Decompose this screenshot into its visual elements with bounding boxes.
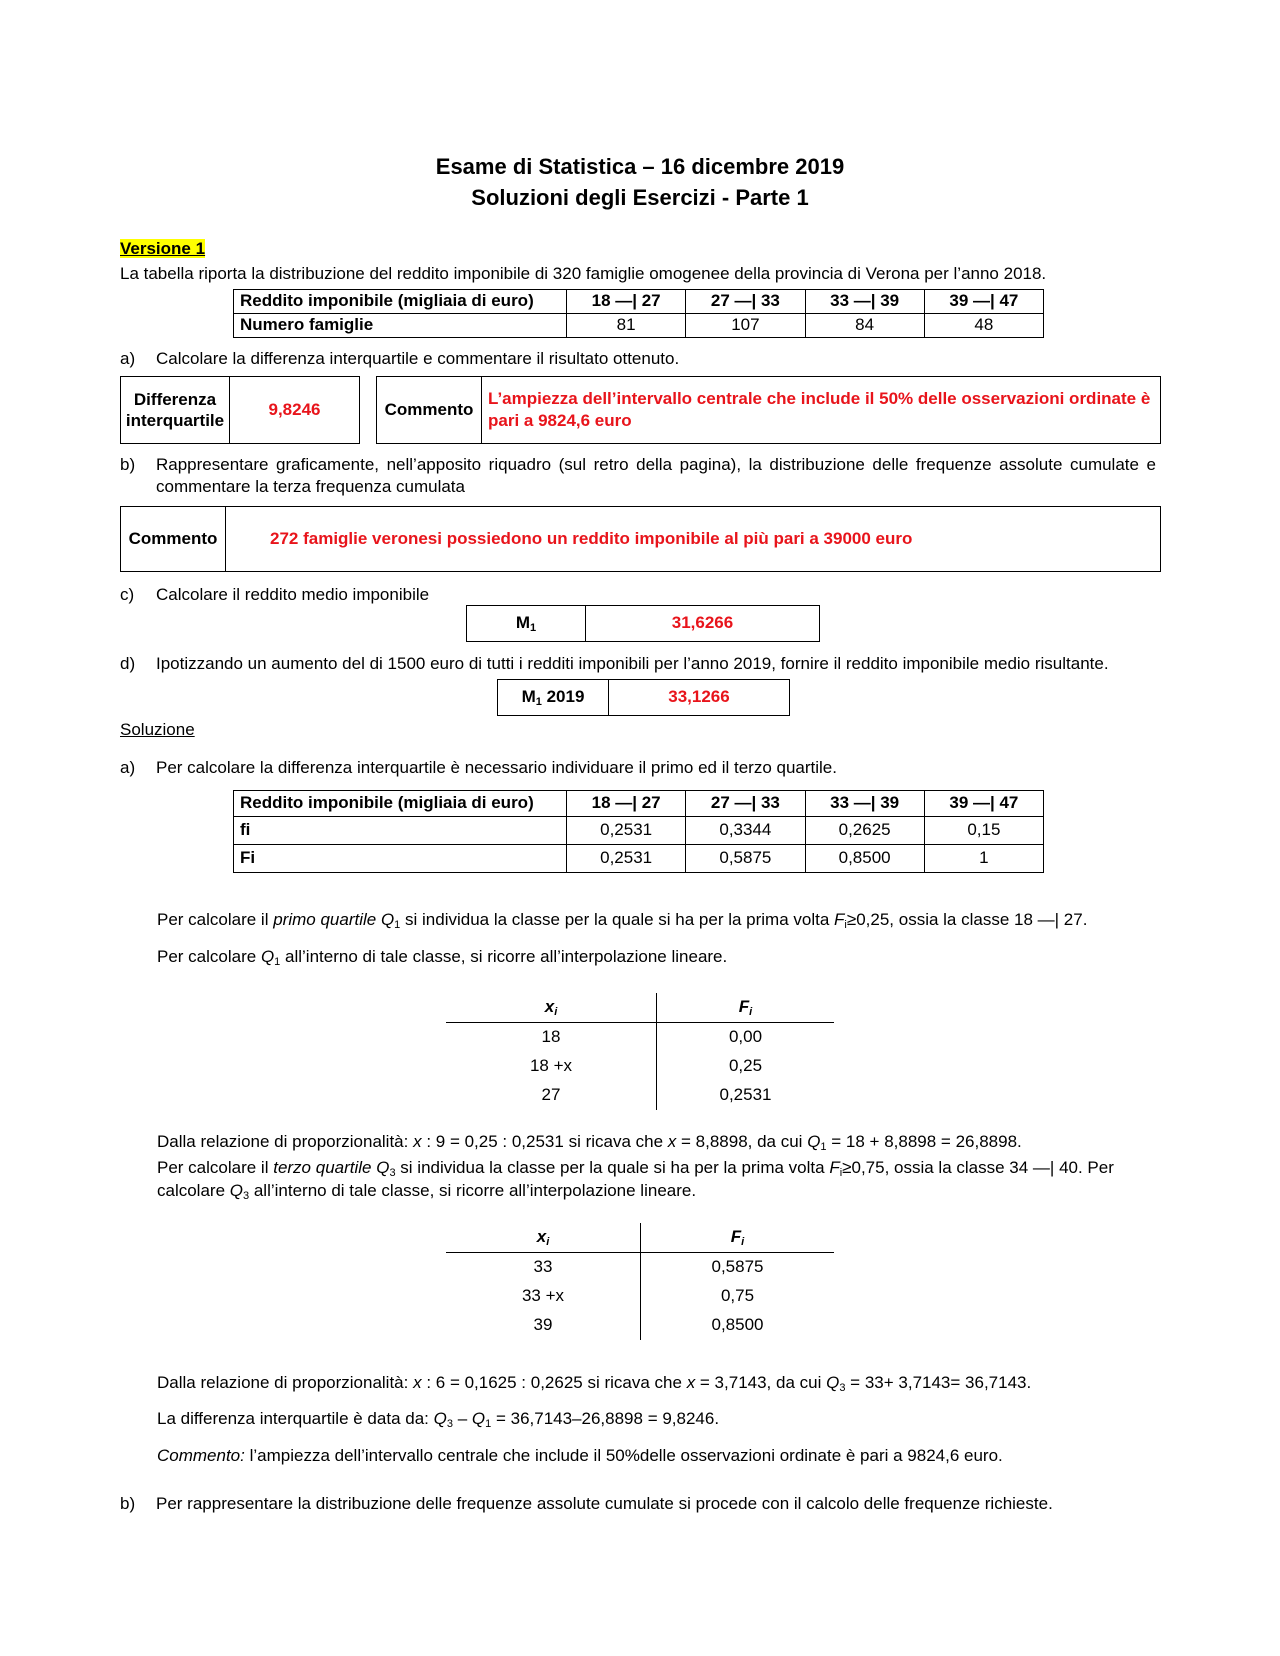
table-header-cell: 18 —| 27 bbox=[567, 791, 686, 817]
table-row bbox=[446, 1081, 834, 1110]
table-cell: 0,8500 bbox=[805, 845, 924, 873]
table-cell: 33 bbox=[446, 1253, 641, 1283]
question-a: a) Calcolare la differenza interquartile e commentare il risultato ottenuto. bbox=[120, 349, 680, 368]
table-header-cell: 18 —| 27 bbox=[567, 290, 686, 314]
table-cell: Numero famiglie bbox=[234, 314, 567, 338]
iqr-value: 9,8246 bbox=[230, 377, 360, 444]
q1-interpolation-intro: Per calcolare $Q_1$ all’interno di tale classe, si ricorre all’interpolazione lineare. bbox=[157, 947, 728, 968]
income-distribution-table bbox=[233, 289, 1044, 338]
table-row bbox=[446, 1282, 834, 1311]
table-header-cell: $F_i$ bbox=[657, 993, 835, 1023]
q1-interpolation-table bbox=[446, 993, 834, 1110]
table-row bbox=[234, 817, 1044, 845]
question-d: d) Ipotizzando un aumento del di 1500 euro di tutti i redditi imponibili per l’anno 2019, fornire il reddito imponibile medio risultante. bbox=[120, 654, 1109, 673]
q3-explanation: Per calcolare il terzo quartile $Q_3$ si individua la classe per la quale si ha per la prima volta $F_i\ge 0,75$, ossia la classe 34 —| 40. Per calcolare $Q_3$ all’interno di tale classe, si ricorre all’interpolazione lineare. bbox=[157, 1158, 1114, 1203]
table-cell: 33 +x bbox=[446, 1282, 641, 1311]
table-cell: 18 +x bbox=[446, 1052, 657, 1081]
table-header-cell: Reddito imponibile (migliaia di euro) bbox=[234, 791, 567, 817]
mean-2019-label: $M_1$ 2019 bbox=[498, 680, 609, 716]
table-header-row bbox=[446, 1223, 834, 1253]
iqr-comment-box bbox=[376, 376, 1161, 444]
table-cell: 0,75 bbox=[720, 1286, 755, 1306]
q3-interpolation-table bbox=[446, 1223, 834, 1340]
table-header-cell: $x_i$ bbox=[446, 993, 657, 1023]
table-cell: 0,5875 bbox=[686, 845, 805, 873]
table-cell: 0,2531 bbox=[567, 817, 686, 845]
table-cell: 0,25 bbox=[728, 1056, 763, 1076]
table-header-cell: $F_i$ bbox=[641, 1223, 835, 1253]
table-header-cell: 27 —| 33 bbox=[686, 791, 805, 817]
table-header-cell: 33 —| 39 bbox=[805, 791, 924, 817]
mean-2019-value: 33,1266 bbox=[609, 680, 790, 716]
table-header-row bbox=[234, 791, 1044, 817]
question-c: c) Calcolare il reddito medio imponibile bbox=[120, 585, 430, 604]
table-cell: 0,2531 bbox=[567, 845, 686, 873]
relative-frequency-table bbox=[233, 790, 1044, 873]
table-row bbox=[446, 1052, 834, 1081]
comment-text: L’ampiezza dell’intervallo centrale che include il 50% delle osservazioni ordinate è pari a 9824,6 euro bbox=[482, 377, 1161, 444]
q1-result: Dalla relazione di proporzionalità: x : 9 = 0,25 : 0,2531 si ricava che x = 8,8898, da cui $Q_1 = 18 + 8,8898 = 26,8898$. bbox=[157, 1132, 1022, 1153]
table-header-cell: 39 —| 47 bbox=[924, 290, 1043, 314]
solution-a: a) Per calcolare la differenza interquartile è necessario individuare il primo ed il terzo quartile. bbox=[120, 758, 837, 777]
table-cell: 0,8500 bbox=[711, 1315, 764, 1335]
table-cell: 84 bbox=[805, 314, 924, 338]
table-header-cell: 33 —| 39 bbox=[805, 290, 924, 314]
mean-label: $M_1$ bbox=[467, 606, 586, 642]
solution-heading: Soluzione bbox=[120, 720, 195, 739]
table-row bbox=[234, 845, 1044, 873]
comment-label: Commento bbox=[121, 507, 226, 572]
table-row bbox=[446, 1253, 834, 1283]
table-cell: 48 bbox=[924, 314, 1043, 338]
table-cell: 0,3344 bbox=[686, 817, 805, 845]
page-title: Esame di Statistica – 16 dicembre 2019 bbox=[435, 154, 845, 179]
table-cell: fi bbox=[234, 817, 567, 845]
table-row bbox=[446, 1311, 834, 1340]
table-cell: 39 bbox=[446, 1311, 641, 1340]
table-header-row bbox=[234, 290, 1044, 314]
table-header-cell: 27 —| 33 bbox=[686, 290, 805, 314]
table-row bbox=[446, 1023, 834, 1053]
question-b: b) Rappresentare graficamente, nell’apposito riquadro (sul retro della pagina), la distribuzione delle frequenze assolute cumulate e commentare la terza frequenza cumulata bbox=[120, 455, 1156, 497]
comment-label: Commento bbox=[377, 377, 482, 444]
table-cell: 18 bbox=[446, 1023, 657, 1053]
table-cell: 0,2531 bbox=[719, 1085, 772, 1105]
table-cell: 81 bbox=[567, 314, 686, 338]
table-cell: 1 bbox=[924, 845, 1043, 873]
table-header-cell: Reddito imponibile (migliaia di euro) bbox=[234, 290, 567, 314]
iqr-answer-box bbox=[120, 376, 360, 444]
iqr-comment: Commento: l’ampiezza dell’intervallo centrale che include il 50%delle osservazioni ordinate è pari a 9824,6 euro. bbox=[157, 1446, 1003, 1465]
iqr-computation: La differenza interquartile è data da: $Q_3 - Q_1 = 36,7143-26,8898 = 9,8246$. bbox=[157, 1409, 720, 1430]
intro-text: La tabella riporta la distribuzione del reddito imponibile di 320 famiglie omogenee della provincia di Verona per l’anno 2018. bbox=[120, 264, 1047, 283]
table-header-cell: 39 —| 47 bbox=[924, 791, 1043, 817]
table-cell: 0,2625 bbox=[805, 817, 924, 845]
table-cell: 0,5875 bbox=[711, 1257, 764, 1277]
mean-2019-box bbox=[497, 679, 790, 716]
q3-result: Dalla relazione di proporzionalità: x : 6 = 0,1625 : 0,2625 si ricava che x = 3,7143, da cui $Q_3 = 33+ 3,7143= 36,7143$. bbox=[157, 1373, 1032, 1394]
comment-text: 272 famiglie veronesi possiedono un reddito imponibile al più pari a 39000 euro bbox=[226, 507, 1161, 572]
version-label: Versione 1 bbox=[120, 239, 206, 258]
table-header-cell: $x_i$ bbox=[446, 1223, 641, 1253]
page-subtitle: Soluzioni degli Esercizi - Parte 1 bbox=[471, 185, 809, 210]
table-cell: Fi bbox=[234, 845, 567, 873]
table-header-row bbox=[446, 993, 834, 1023]
mean-value: 31,6266 bbox=[586, 606, 820, 642]
table-cell: 27 bbox=[446, 1081, 657, 1110]
table-cell: 0,00 bbox=[728, 1027, 763, 1047]
table-cell: 107 bbox=[686, 314, 805, 338]
table-row bbox=[234, 314, 1044, 338]
table-cell: 0,15 bbox=[924, 817, 1043, 845]
solution-b: b) Per rappresentare la distribuzione delle frequenze assolute cumulate si procede con il calcolo delle frequenze richieste. bbox=[120, 1494, 1053, 1513]
iqr-label: Differenza interquartile bbox=[121, 377, 230, 444]
cumulative-comment-box bbox=[120, 506, 1161, 572]
mean-income-box bbox=[466, 605, 820, 642]
q1-explanation: Per calcolare il primo quartile $Q_1$ si individua la classe per la quale si ha per la prima volta $F_i\ge 0,25$, ossia la classe 18 —| 27. bbox=[157, 910, 1088, 931]
